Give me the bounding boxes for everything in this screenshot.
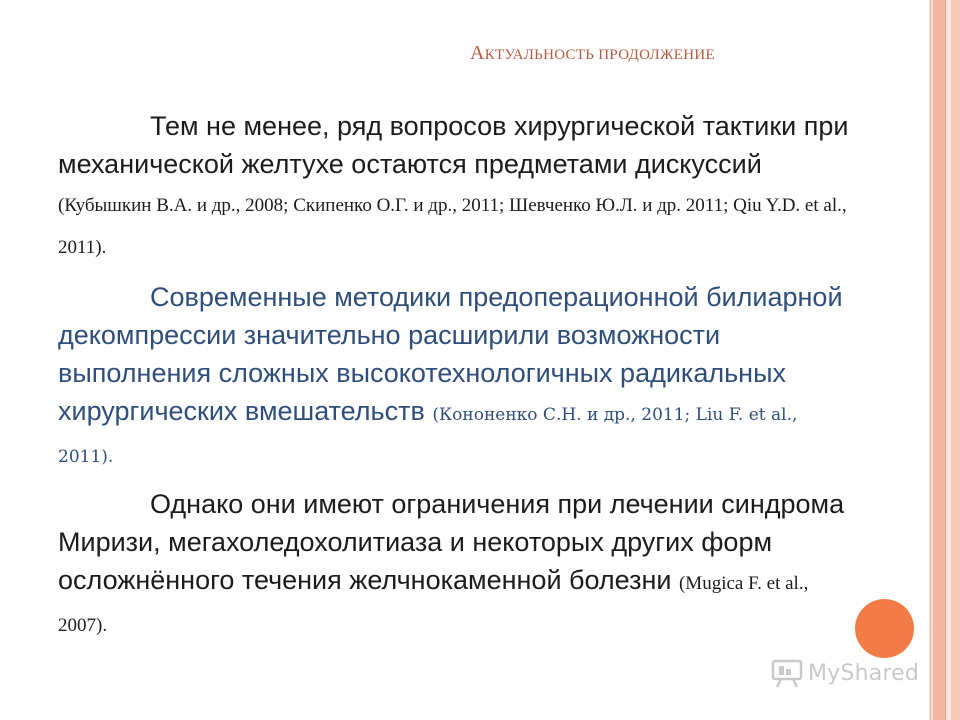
slide-body bbox=[58, 107, 858, 645]
slide-title-initial: А bbox=[470, 42, 485, 64]
presentation-board-icon bbox=[770, 658, 804, 688]
slide-title-rest: КТУАЛЬНОСТЬ ПРОДОЛЖЕНИЕ bbox=[484, 47, 715, 63]
watermark-text: MyShared bbox=[808, 660, 920, 686]
paragraph-2-text: Современные методики предоперационной билиарной декомпрессии значительно расширили возможности выполнения сложных высокотехнологичных радикальных хирургических вмешательств bbox=[58, 282, 843, 426]
paragraph-3-citation: (Mugica F. et al., 2007). bbox=[58, 573, 809, 636]
decorative-stripe bbox=[951, 0, 960, 720]
paragraph-3-text: Однако они имеют ограничения при лечении синдрома Миризи, мегахоледохолитиаза и некоторых других форм осложнённого течения желчнокаменной болезни bbox=[58, 489, 845, 595]
paragraph-1-citation: (Кубышкин В.А. и др., 2008; Скипенко О.Г. и др., 2011; Шевченко Ю.Л. и др. 2011; Qiu Y.D. et al., 2011). bbox=[58, 195, 847, 258]
paragraph-1-text: Тем не менее, ряд вопросов хирургической тактики при механической желтухе остаются предметами дискуссий bbox=[58, 111, 849, 179]
decorative-line bbox=[930, 0, 931, 720]
paragraph-3 bbox=[58, 485, 858, 645]
watermark-logo bbox=[770, 655, 919, 691]
paragraph-1 bbox=[58, 107, 858, 267]
paragraph-2 bbox=[58, 278, 858, 476]
accent-circle bbox=[855, 599, 914, 658]
slide-title bbox=[470, 42, 900, 65]
decorative-line bbox=[945, 0, 946, 720]
paragraph-2-citation: (Кононенко С.Н. и др., 2011; Liu F. et al., 2011). bbox=[58, 405, 798, 467]
